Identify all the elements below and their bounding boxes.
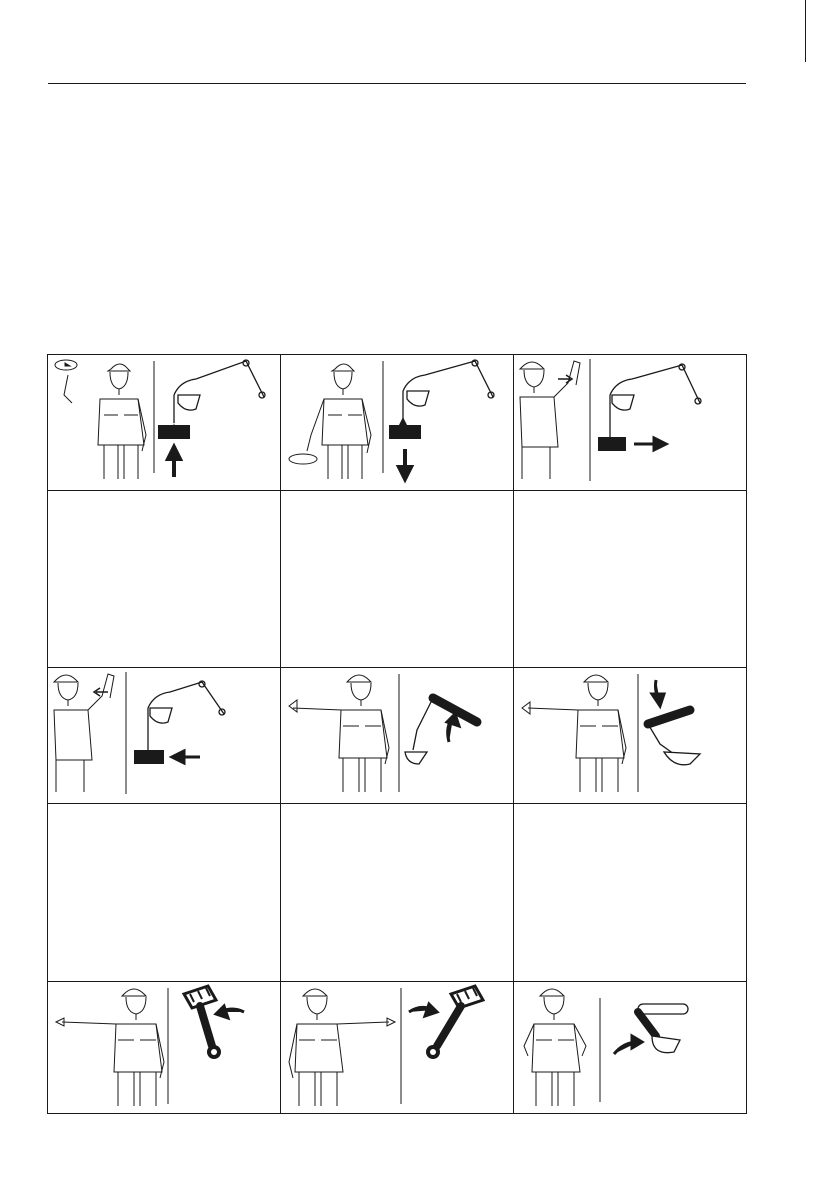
signal-boom-down-description [514, 804, 746, 981]
signal-boom-down-illustration [514, 668, 746, 803]
signal-hoist-up-illustration [48, 355, 280, 490]
signal-move-right-description [514, 491, 746, 667]
hand-signal-table [47, 354, 747, 1114]
signal-hoist-up-description [48, 491, 280, 667]
signal-swing-right-illustration [281, 982, 513, 1113]
signal-boom-up-illustration [281, 668, 513, 803]
signal-swing-left-illustration [48, 982, 280, 1113]
signal-move-right-illustration [514, 355, 746, 490]
signal-boom-up-description [281, 804, 513, 981]
signal-hoist-down-illustration [281, 355, 513, 490]
signal-hoist-down-description [281, 491, 513, 667]
signal-move-left-description [48, 804, 280, 981]
page-edge-mark [805, 0, 806, 62]
signal-move-left-illustration [48, 668, 280, 803]
header-rule [48, 83, 746, 84]
signal-bucket-curl-illustration [514, 982, 746, 1113]
